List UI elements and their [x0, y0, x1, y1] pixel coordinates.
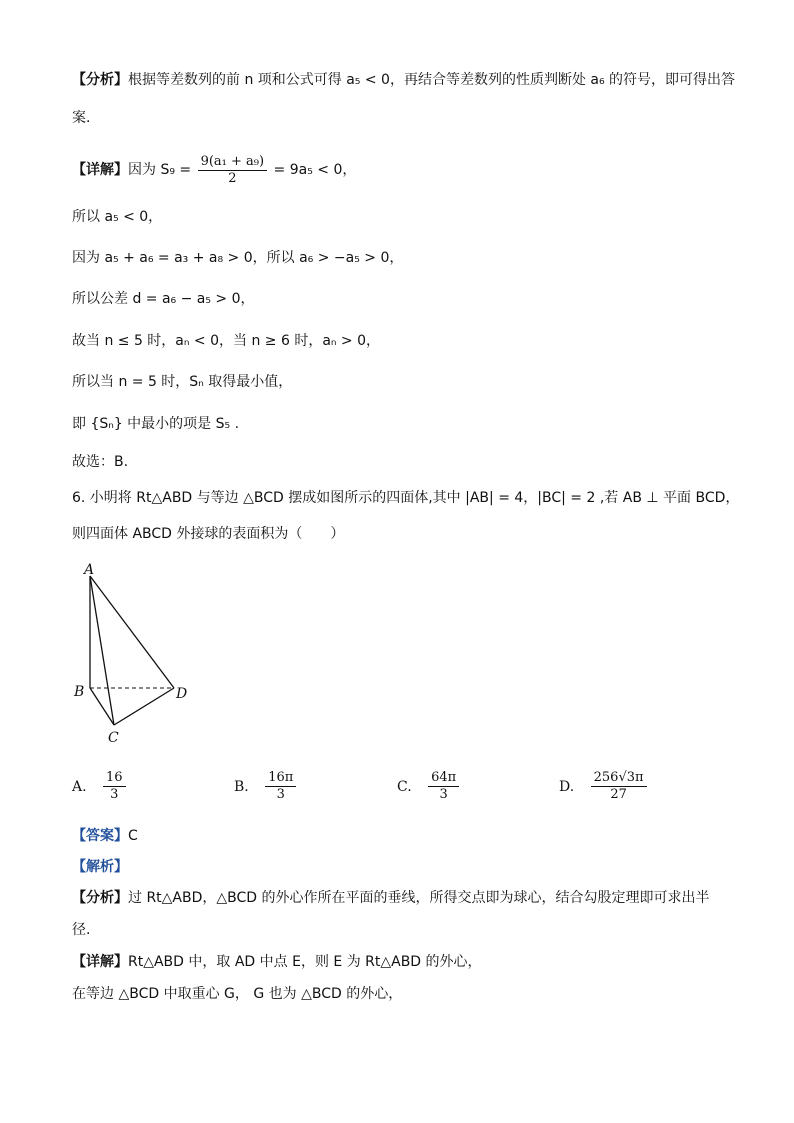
edge-ac — [90, 576, 114, 725]
option-a: A. $\frac{16}{3}$ — [72, 770, 128, 803]
q6-analysis-label: 【分析】 — [72, 890, 128, 906]
q6-detail-label: 【详解】 — [72, 954, 128, 970]
q6-stem-line-1: 6. 小明将 Rt△ABD 与等边 △BCD 摆成如图所示的四面体,其中 |AB| = 4，|BC| = 2 ,若 AB ⊥ 平面 BCD， — [72, 490, 740, 506]
option-b: B. $\frac{16\pi}{3}$ — [234, 770, 298, 803]
detail-fraction: $\frac{\text{9(a₁ + a₉)}}{2}$ — [198, 154, 268, 187]
edge-ad — [90, 576, 174, 688]
option-d: D. $\frac{256√3\pi}{27}$ — [559, 770, 649, 803]
option-b-fraction: $\frac{16\pi}{3}$ — [265, 770, 296, 803]
prev-step-5: 所以当 n = 5 时，Sₙ 取得最小值， — [72, 374, 293, 390]
option-d-fraction: $\frac{256√3\pi}{27}$ — [591, 770, 647, 803]
analysis-label: 【分析】 — [72, 72, 128, 88]
detail-prefix: 因为 S₉ = — [128, 162, 192, 178]
q6-detail-text: Rt△ABD 中，取 AD 中点 E，则 E 为 Rt△ABD 的外心， — [128, 954, 482, 970]
vertex-b-label: B — [74, 684, 85, 700]
tetrahedron-figure — [70, 560, 200, 750]
prev-step-4: 故当 n ≤ 5 时，aₙ < 0，当 n ≥ 6 时，aₙ > 0， — [72, 333, 381, 349]
detail-suffix: = 9a₅ < 0， — [273, 162, 357, 178]
vertex-a-label: A — [84, 562, 95, 578]
prev-step-2: 因为 a₅ + a₆ = a₃ + a₈ > 0，所以 a₆ > −a₅ > 0， — [72, 250, 404, 266]
analysis-text: 根据等差数列的前 n 项和公式可得 a₅ < 0，再结合等差数列的性质判断处 a₆ 的符号，即可得出答 — [128, 72, 736, 88]
option-a-fraction: $\frac{16}{3}$ — [103, 770, 126, 803]
prev-step-6: 即 {Sₙ} 中最小的项是 S₅ . — [72, 416, 240, 432]
prev-step-1: 所以 a₅ < 0， — [72, 209, 163, 225]
q6-answer — [72, 826, 754, 846]
prev-choose: 故选：B. — [72, 454, 129, 470]
prev-analysis-line-1 — [72, 70, 754, 90]
q6-explain-label: 【解析】 — [72, 859, 128, 875]
prev-detail-line — [72, 150, 754, 190]
prev-step-3: 所以公差 d = a₆ − a₅ > 0， — [72, 291, 255, 307]
q6-analysis-line-2: 径. — [72, 922, 91, 938]
answer-label: 【答案】 — [72, 828, 128, 844]
option-c-fraction: $\frac{64\pi}{3}$ — [428, 770, 459, 803]
q6-detail-line-1 — [72, 952, 754, 972]
q6-stem-line-2: 则四面体 ABCD 外接球的表面积为（ ） — [72, 526, 345, 542]
vertex-c-label: C — [108, 730, 119, 746]
q6-analysis-text: 过 Rt△ABD，△BCD 的外心作所在平面的垂线，所得交点即为球心，结合勾股定理即可求出半 — [128, 890, 710, 906]
edge-cd — [114, 688, 174, 725]
prev-analysis-line-2: 案. — [72, 110, 91, 126]
q6-detail-line-2: 在等边 △BCD 中取重心 G， G 也为 △BCD 的外心， — [72, 986, 403, 1002]
detail-label: 【详解】 — [72, 162, 128, 178]
vertex-d-label: D — [176, 686, 188, 702]
q6-analysis-line-1 — [72, 888, 754, 908]
answer-value: C — [128, 828, 138, 844]
option-c: C. $\frac{64\pi}{3}$ — [397, 770, 461, 803]
